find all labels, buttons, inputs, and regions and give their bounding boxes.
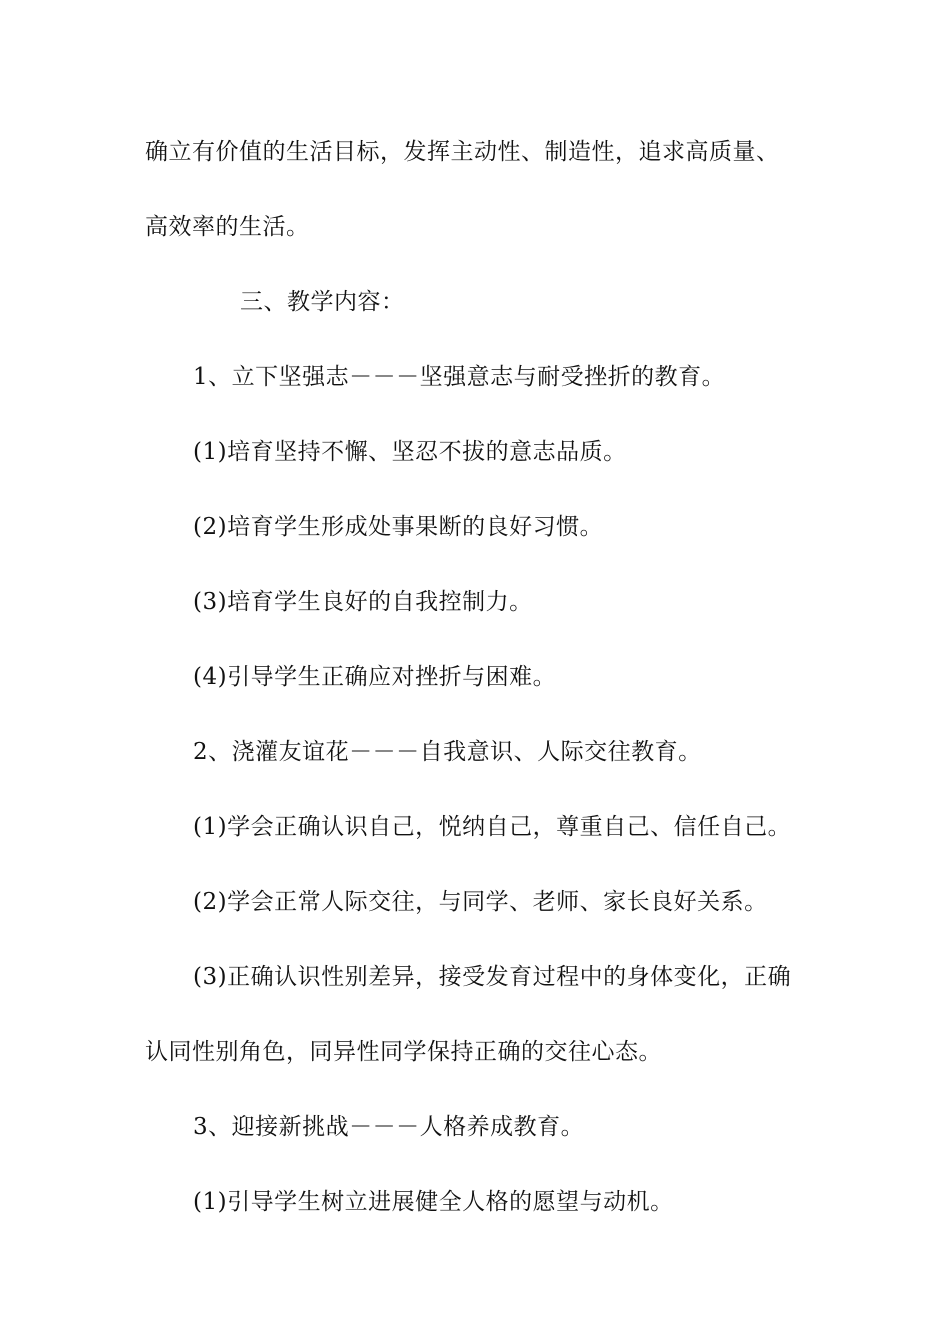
section-heading: 三、教学内容： <box>240 289 405 315</box>
paragraph-line-1: 确立有价值的生活目标，发挥主动性、制造性，追求高质量、 <box>145 139 780 165</box>
item-3-sub-1: (1)引导学生树立进展健全人格的愿望与动机。 <box>193 1189 674 1215</box>
item-1-sub-3: (3)培育学生良好的自我控制力。 <box>193 589 533 615</box>
paragraph-line-2: 高效率的生活。 <box>145 214 310 240</box>
item-1-sub-1: (1)培育坚持不懈、坚忍不拔的意志品质。 <box>193 439 627 465</box>
item-1-sub-2: (2)培育学生形成处事果断的良好习惯。 <box>193 514 604 540</box>
item-2-sub-1: (1)学会正确认识自己，悦纳自己，尊重自己、信任自己。 <box>193 814 792 840</box>
item-3-heading: 3、迎接新挑战－－－人格养成教育。 <box>193 1114 585 1140</box>
item-1-sub-4: (4)引导学生正确应对挫折与困难。 <box>193 664 557 690</box>
item-2-heading: 2、浇灌友谊花－－－自我意识、人际交往教育。 <box>193 739 702 765</box>
item-2-sub-3: (3)正确认识性别差异，接受发育过程中的身体变化，正确 <box>193 964 792 990</box>
item-1-heading: 1、立下坚强志－－－坚强意志与耐受挫折的教育。 <box>193 364 726 390</box>
item-2-sub-3-cont: 认同性别角色，同异性同学保持正确的交往心态。 <box>145 1039 662 1065</box>
item-2-sub-2: (2)学会正常人际交往，与同学、老师、家长良好关系。 <box>193 889 768 915</box>
